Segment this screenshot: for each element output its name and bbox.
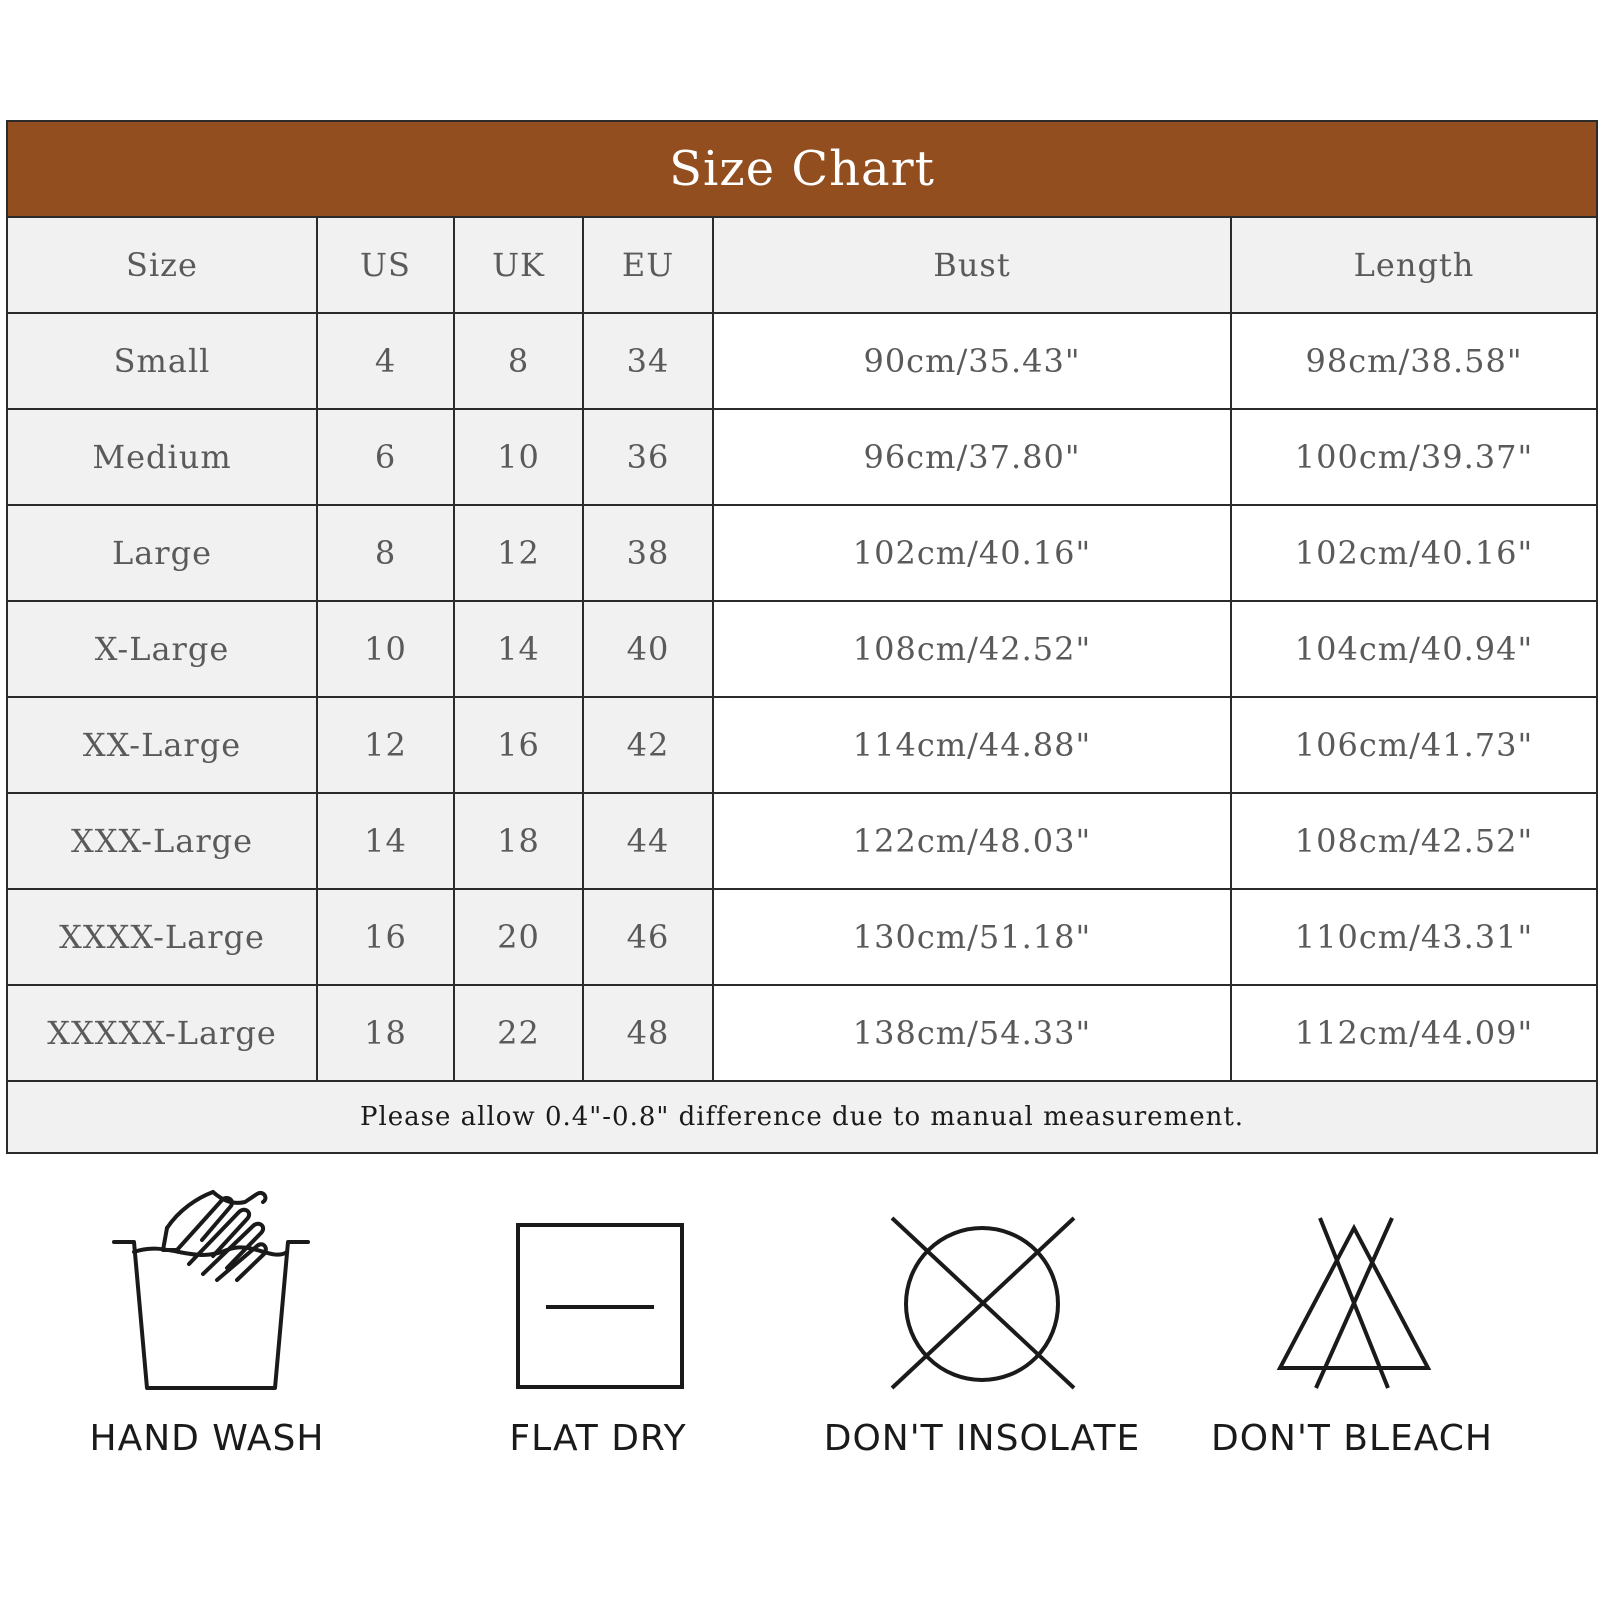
table-row [7, 793, 1597, 889]
cell-us: 16 [317, 889, 454, 985]
cell-eu: 38 [583, 505, 713, 601]
cell-eu: 36 [583, 409, 713, 505]
cell-uk: 14 [454, 601, 583, 697]
cell-us: 8 [317, 505, 454, 601]
cell-uk: 16 [454, 697, 583, 793]
cell-size: Small [7, 313, 317, 409]
table-row [7, 889, 1597, 985]
cell-bust: 96cm/37.80" [713, 409, 1231, 505]
cell-bust: 108cm/42.52" [713, 601, 1231, 697]
care-item-hand-wash [17, 1170, 397, 1500]
cell-size: X-Large [7, 601, 317, 697]
cell-us: 14 [317, 793, 454, 889]
header-length: Length [1231, 217, 1597, 313]
header-row [7, 217, 1597, 313]
table-row [7, 601, 1597, 697]
header-us: US [317, 217, 454, 313]
flat-dry-icon [408, 1170, 788, 1390]
table-row [7, 985, 1597, 1081]
cell-bust: 114cm/44.88" [713, 697, 1231, 793]
cell-length: 104cm/40.94" [1231, 601, 1597, 697]
header-size: Size [7, 217, 317, 313]
cell-bust: 122cm/48.03" [713, 793, 1231, 889]
care-label: DON'T INSOLATE [823, 1418, 1141, 1459]
size-chart-table [6, 120, 1598, 1154]
cell-size: Medium [7, 409, 317, 505]
cell-eu: 34 [583, 313, 713, 409]
care-label: DON'T BLEACH [1210, 1418, 1494, 1459]
cell-eu: 42 [583, 697, 713, 793]
cell-bust: 90cm/35.43" [713, 313, 1231, 409]
care-instructions [0, 1170, 1600, 1500]
table-row [7, 505, 1597, 601]
cell-size: XXXX-Large [7, 889, 317, 985]
cell-length: 110cm/43.31" [1231, 889, 1597, 985]
care-label: HAND WASH [89, 1418, 325, 1459]
cell-us: 10 [317, 601, 454, 697]
cell-length: 102cm/40.16" [1231, 505, 1597, 601]
cell-size: XXX-Large [7, 793, 317, 889]
cell-uk: 18 [454, 793, 583, 889]
care-item-flat-dry [408, 1170, 788, 1500]
chart-title: Size Chart [7, 121, 1597, 217]
cell-us: 6 [317, 409, 454, 505]
dont-bleach-icon [1162, 1170, 1542, 1390]
cell-uk: 12 [454, 505, 583, 601]
cell-bust: 102cm/40.16" [713, 505, 1231, 601]
cell-size: XXXXX-Large [7, 985, 317, 1081]
cell-bust: 138cm/54.33" [713, 985, 1231, 1081]
cell-size: Large [7, 505, 317, 601]
cell-length: 98cm/38.58" [1231, 313, 1597, 409]
cell-us: 18 [317, 985, 454, 1081]
cell-length: 100cm/39.37" [1231, 409, 1597, 505]
cell-length: 106cm/41.73" [1231, 697, 1597, 793]
header-eu: EU [583, 217, 713, 313]
table-row [7, 409, 1597, 505]
cell-eu: 48 [583, 985, 713, 1081]
cell-size: XX-Large [7, 697, 317, 793]
cell-bust: 130cm/51.18" [713, 889, 1231, 985]
cell-uk: 8 [454, 313, 583, 409]
header-uk: UK [454, 217, 583, 313]
cell-uk: 20 [454, 889, 583, 985]
cell-length: 108cm/42.52" [1231, 793, 1597, 889]
cell-eu: 44 [583, 793, 713, 889]
care-label: FLAT DRY [509, 1418, 687, 1459]
cell-eu: 40 [583, 601, 713, 697]
cell-us: 4 [317, 313, 454, 409]
table-row [7, 697, 1597, 793]
header-bust: Bust [713, 217, 1231, 313]
cell-us: 12 [317, 697, 454, 793]
cell-uk: 22 [454, 985, 583, 1081]
hand-wash-icon [17, 1170, 397, 1390]
cell-uk: 10 [454, 409, 583, 505]
cell-length: 112cm/44.09" [1231, 985, 1597, 1081]
dont-insolate-icon [792, 1170, 1172, 1390]
cell-eu: 46 [583, 889, 713, 985]
measurement-note: Please allow 0.4"-0.8" difference due to manual measurement. [7, 1081, 1597, 1153]
care-item-dont-insolate [792, 1170, 1172, 1500]
care-item-dont-bleach [1162, 1170, 1542, 1500]
table-row [7, 313, 1597, 409]
